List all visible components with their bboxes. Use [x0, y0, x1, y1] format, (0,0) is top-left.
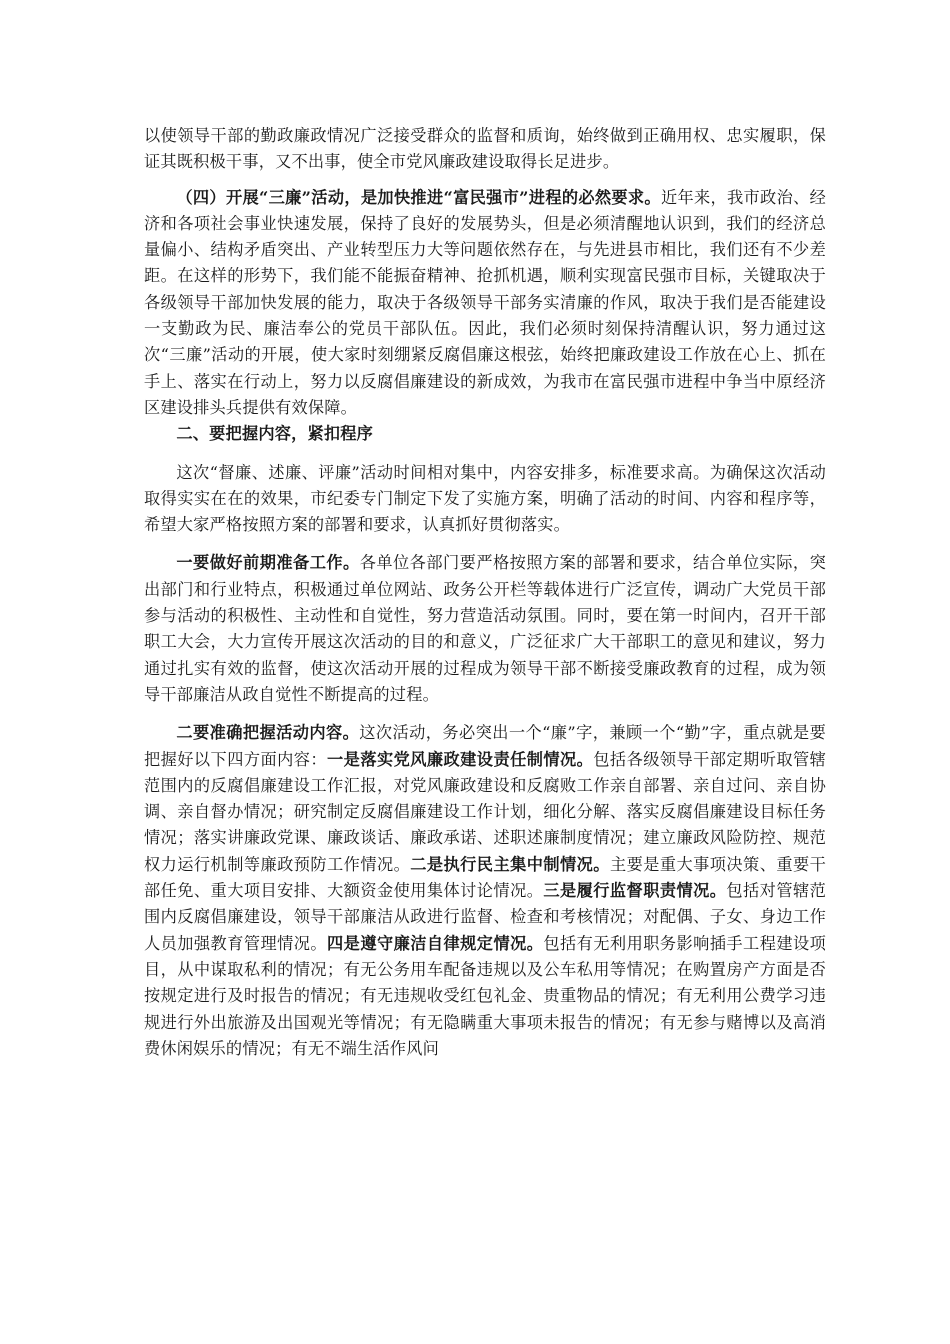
paragraph-2 [144, 185, 826, 422]
paragraph-4-text: 各单位各部门要严格按照方案的部署和要求，结合单位实际，突出部门和行业特点，积极通过单位网站、政务公开栏等载体进行广泛宣传，调动广大党员干部参与活动的积极性、主动性和自觉性，努力营造活动氛围。同时，要在第一时间内，召开干部职工大会，大力宣传开展这次活动的目的和意义，广泛征求广大干部职工的意见和建议，努力通过扎实有效的监督，使这次活动开展的过程成为领导干部不断接受廉政教育的过程，成为领导干部廉洁从政自觉性不断提高的过程。 [144, 553, 826, 704]
paragraph-5-bold-1: 一是落实党风廉政建设责任制情况。 [327, 749, 594, 769]
section-heading-2: 二、要把握内容，紧扣程序 [176, 424, 374, 444]
paragraph-4-lead: 一要做好前期准备工作。 [176, 553, 360, 573]
paragraph-1-text: 以使领导干部的勤政廉政情况广泛接受群众的监督和质询，始终做到正确用权、忠实履职，保证其既积极干事，又不出事，使全市党风廉政建设取得长足进步。 [144, 126, 826, 172]
paragraph-5-text-4: 包括对管辖范围内反腐倡廉建设，领导干部廉洁从政进行监督、检查和考核情况；对配偶、子女、身边工作人员加强教育管理情况。 [144, 881, 826, 953]
paragraph-5-bold-4: 四是遵守廉洁自律规定情况。 [327, 933, 544, 953]
paragraph-5-text-5: 包括有无利用职务影响插手工程建设项目，从中谋取私利的情况；有无公务用车配备违规以及公车私用等情况；在购置房产方面是否按规定进行及时报告的情况；有无违规收受红包礼金、贵重物品的情况；有无利用公费学习违规进行外出旅游及出国观光等情况；有无隐瞒重大事项未报告的情况；有无参与赌博以及高消费休闲娱乐的情况；有无不端生活作风问 [144, 933, 826, 1058]
paragraph-5-text-1: 这次活动，务必突出一个“廉”字，兼顾一个“勤”字，重点就是要把握好以下四方面内容： [144, 723, 826, 769]
paragraph-5-bold-2: 二是执行民主集中制情况。 [410, 854, 610, 874]
paragraph-5-lead: 二要准确把握活动内容。 [176, 723, 360, 743]
paragraph-4 [144, 550, 826, 708]
paragraph-3 [144, 460, 826, 539]
paragraph-3-text: 这次“督廉、述廉、评廉”活动时间相对集中，内容安排多，标准要求高。为确保这次活动取得实实在在的效果，市纪委专门制定下发了实施方案，明确了活动的时间、内容和程序等，希望大家严格按照方案的部署和要求，认真抓好贯彻落实。 [144, 462, 826, 535]
paragraph-5-text-2: 包括各级领导干部定期听取管辖范围内的反腐倡廉建设工作汇报，对党风廉政建设和反腐败工作亲自部署、亲自过问、亲自协调、亲自督办情况；研究制定反腐倡廉建设工作计划，细化分解、落实反腐倡廉建设目标任务情况；落实讲廉政党课、廉政谈话、廉政承诺、述职述廉制度情况；建立廉政风险防控、规范权力运行机制等廉政预防工作情况。 [144, 749, 827, 874]
paragraph-5 [144, 720, 826, 1062]
paragraph-1 [144, 123, 826, 176]
paragraph-5-text-3: 主要是重大事项决策、重要干部任免、重大项目安排、大额资金使用集体讨论情况。 [144, 854, 827, 901]
paragraph-5-bold-3: 三是履行监督职责情况。 [543, 881, 727, 901]
paragraph-2-lead: （四）开展“三廉”活动，是加快推进“富民强市”进程的必然要求。 [176, 187, 661, 207]
paragraph-2-text: 近年来，我市政治、经济和各项社会事业快速发展，保持了良好的发展势头，但是必须清醒地认识到，我们的经济总量偏小、结构矛盾突出、产业转型压力大等问题依然存在，与先进县市相比，我们还有不少差距。在这样的形势下，我们能不能振奋精神、抢抓机遇，顺利实现富民强市目标，关键取决于各级领导干部加快发展的能力，取决于各级领导干部务实清廉的作风，取决于我们是否能建设一支勤政为民、廉洁奉公的党员干部队伍。因此，我们必须时刻保持清醒认识，努力通过这次“三廉”活动的开展，使大家时刻绷紧反腐倡廉这根弦，始终把廉政建设工作放在心上、抓在手上、落实在行动上，努力以反腐倡廉建设的新成效，为我市在富民强市进程中争当中原经济区建设排头兵提供有效保障。 [144, 187, 827, 417]
document-page [144, 123, 826, 1062]
